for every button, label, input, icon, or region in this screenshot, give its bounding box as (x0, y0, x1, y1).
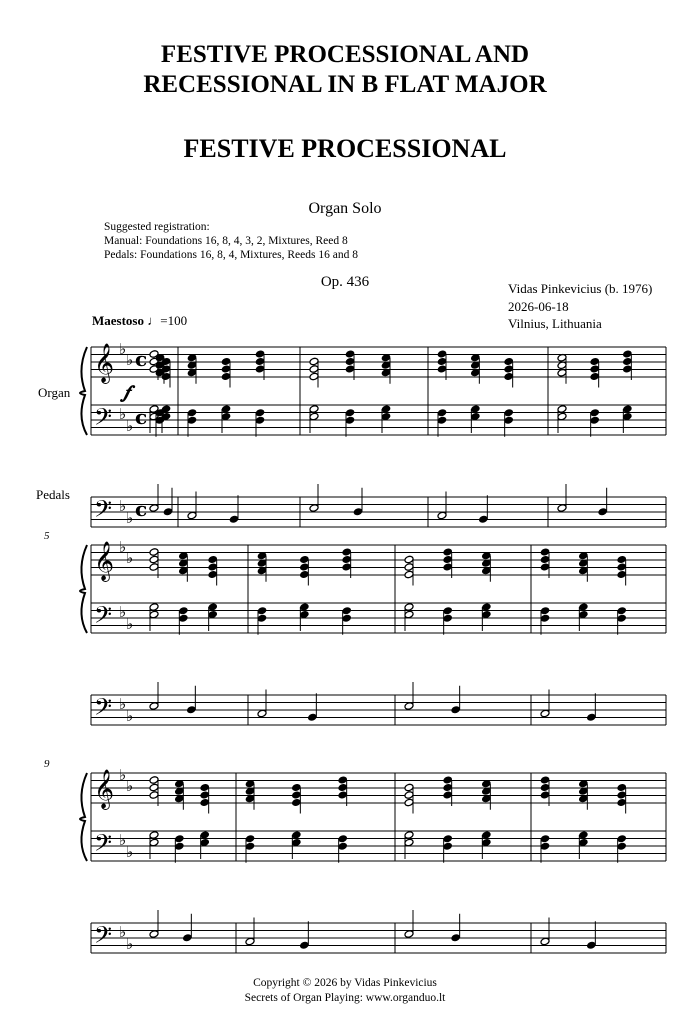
note-head (338, 834, 348, 843)
half-note-head (309, 412, 319, 421)
flat-icon: ♭ (126, 707, 134, 725)
half-note-head (149, 791, 159, 800)
half-note-head (309, 372, 319, 381)
bass-clef-icon: 𝄢 (94, 921, 113, 954)
note-head (221, 405, 231, 414)
half-note-head (149, 504, 159, 513)
note-head (617, 791, 627, 800)
system-number-9: 9 (44, 758, 50, 770)
note-head (255, 408, 265, 417)
note-head (617, 555, 627, 564)
system-number-5: 5 (44, 530, 50, 542)
bass-clef-icon: 𝄢 (94, 601, 113, 634)
half-note-head (149, 776, 159, 785)
registration-heading: Suggested registration: (104, 221, 210, 233)
brace (80, 347, 87, 435)
half-note-head (149, 555, 159, 564)
note-head (443, 606, 453, 615)
half-note-head (404, 702, 414, 711)
note-head (307, 713, 317, 722)
note-head (451, 705, 461, 714)
note-head (187, 408, 197, 417)
note-head (291, 831, 301, 840)
half-note-head (257, 709, 267, 718)
note-head (437, 416, 447, 425)
note-head (481, 831, 491, 840)
note-head (342, 555, 352, 564)
composer-name: Vidas Pinkevicius (b. 1976) (508, 281, 653, 296)
bass-clef-icon: 𝄢 (94, 693, 113, 726)
note-head (299, 570, 309, 579)
pedals-label: Pedals (36, 487, 70, 502)
note-head (622, 350, 632, 359)
half-note-head (149, 930, 159, 939)
note-head (437, 350, 447, 359)
half-note-head (557, 504, 567, 513)
half-note-head (540, 709, 550, 718)
note-head (299, 603, 309, 612)
note-head (617, 606, 627, 615)
note-head (478, 515, 488, 524)
note-head (345, 416, 355, 425)
composition-place: Vilnius, Lithuania (508, 316, 602, 331)
note-head (255, 350, 265, 359)
note-head (200, 798, 210, 807)
registration-manual: Manual: Foundations 16, 8, 4, 3, 2, Mixtures, Reed 8 (104, 235, 348, 247)
note-head (470, 412, 480, 421)
note-head (617, 783, 627, 792)
composition-date: 2026-06-18 (508, 299, 569, 314)
flat-icon: ♭ (119, 831, 127, 849)
note-head (353, 507, 363, 516)
registration-pedals: Pedals: Foundations 16, 8, 4, Mixtures, Reeds 16 and 8 (104, 249, 358, 261)
flat-icon: ♭ (119, 497, 127, 515)
note-head (437, 365, 447, 374)
note-head (504, 416, 514, 425)
note-head (257, 614, 267, 623)
note-head (291, 791, 301, 800)
half-note-head (245, 937, 255, 946)
note-head (338, 842, 348, 851)
note-head (338, 791, 348, 800)
note-head (178, 606, 188, 615)
common-time-icon: c (135, 347, 148, 371)
note-head (540, 563, 550, 572)
note-head (174, 834, 184, 843)
note-head (345, 350, 355, 359)
note-head (345, 408, 355, 417)
note-head (504, 365, 514, 374)
note-head (200, 791, 210, 800)
half-note-head (404, 563, 414, 572)
note-head (255, 365, 265, 374)
note-head (617, 798, 627, 807)
note-head (504, 357, 514, 366)
note-head (443, 791, 453, 800)
note-head (590, 416, 600, 425)
treble-clef-icon: 𝄞 (94, 343, 115, 383)
note-head (291, 838, 301, 847)
half-note-head (149, 831, 159, 840)
flat-icon: ♭ (126, 417, 134, 435)
note-head (182, 933, 192, 942)
note-head (586, 941, 596, 950)
half-note-head (437, 511, 447, 520)
note-head (221, 412, 231, 421)
note-head (617, 570, 627, 579)
note-head (381, 405, 391, 414)
flat-icon: ♭ (126, 843, 134, 861)
note-head (578, 603, 588, 612)
brace (80, 773, 87, 861)
half-note-head (404, 783, 414, 792)
note-head (342, 606, 352, 615)
website-notice: Secrets of Organ Playing: www.organduo.lt (244, 992, 446, 1004)
title-line-2: RECESSIONAL IN B FLAT MAJOR (143, 71, 547, 98)
note-head (540, 555, 550, 564)
half-note-head (149, 603, 159, 612)
note-head (470, 405, 480, 414)
note-head (200, 831, 210, 840)
note-head (443, 776, 453, 785)
half-note-head (557, 412, 567, 421)
half-note-head (404, 838, 414, 847)
movement-title: FESTIVE PROCESSIONAL (183, 134, 507, 163)
note-head (342, 548, 352, 557)
note-head (540, 834, 550, 843)
note-head (586, 713, 596, 722)
flat-icon: ♭ (119, 695, 127, 713)
note-head (617, 842, 627, 851)
flat-icon: ♭ (126, 509, 134, 527)
note-head (622, 365, 632, 374)
note-head (578, 831, 588, 840)
note-head (208, 610, 218, 619)
opus-number: Op. 436 (320, 274, 370, 290)
note-head (504, 408, 514, 417)
half-note-head (187, 511, 197, 520)
half-note-head (404, 610, 414, 619)
treble-clef-icon: 𝄞 (94, 769, 115, 809)
note-head (598, 507, 608, 516)
note-head (540, 842, 550, 851)
note-head (208, 563, 218, 572)
half-note-head (557, 405, 567, 414)
note-head (443, 614, 453, 623)
note-head (540, 606, 550, 615)
note-head (451, 933, 461, 942)
note-head (381, 412, 391, 421)
note-head (443, 783, 453, 792)
note-head (221, 365, 231, 374)
note-head (299, 555, 309, 564)
flat-icon: ♭ (119, 340, 127, 358)
note-head (338, 783, 348, 792)
note-head (578, 838, 588, 847)
half-note-head (540, 937, 550, 946)
note-head (590, 357, 600, 366)
copyright-notice: Copyright © 2026 by Vidas Pinkevicius (253, 977, 437, 989)
note-head (481, 603, 491, 612)
note-head (345, 357, 355, 366)
half-note-head (149, 548, 159, 557)
organ-label: Organ (38, 385, 71, 400)
flat-icon: ♭ (126, 615, 134, 633)
quarter-note-icon: ♩ (147, 313, 161, 328)
title-line-1: FESTIVE PROCESSIONAL AND (160, 41, 530, 68)
note-head (617, 563, 627, 572)
note-head (174, 842, 184, 851)
note-head (345, 365, 355, 374)
half-note-head (149, 563, 159, 572)
note-head (540, 614, 550, 623)
note-head (590, 372, 600, 381)
bass-clef-icon: 𝄢 (94, 403, 113, 436)
bass-clef-icon: 𝄢 (94, 495, 113, 528)
note-head (443, 842, 453, 851)
half-note-head (309, 504, 319, 513)
half-note-head (404, 791, 414, 800)
note-head (221, 372, 231, 381)
note-head (245, 834, 255, 843)
note-head (622, 405, 632, 414)
note-head (590, 365, 600, 374)
treble-clef-icon: 𝄞 (94, 541, 115, 581)
flat-icon: ♭ (119, 603, 127, 621)
note-head (299, 563, 309, 572)
flat-icon: ♭ (119, 923, 127, 941)
note-head (540, 783, 550, 792)
note-head (186, 705, 196, 714)
note-head (481, 838, 491, 847)
note-head (255, 357, 265, 366)
subtitle: Organ Solo (308, 200, 382, 217)
flat-icon: ♭ (119, 405, 127, 423)
half-note-head (404, 555, 414, 564)
note-head (342, 563, 352, 572)
note-head (163, 507, 173, 516)
note-head (200, 838, 210, 847)
half-note-head (149, 783, 159, 792)
note-head (481, 610, 491, 619)
note-head (578, 610, 588, 619)
half-note-head (404, 831, 414, 840)
half-note-head (149, 838, 159, 847)
flat-icon: ♭ (126, 351, 134, 369)
flat-icon: ♭ (126, 777, 134, 795)
flat-icon: ♭ (119, 766, 127, 784)
note-head (299, 941, 309, 950)
note-head (299, 610, 309, 619)
note-head (187, 416, 197, 425)
note-head (540, 791, 550, 800)
note-head (200, 783, 210, 792)
note-head (342, 614, 352, 623)
note-head (617, 614, 627, 623)
half-note-head (149, 610, 159, 619)
half-note-head (404, 798, 414, 807)
note-head (229, 515, 239, 524)
note-head (443, 555, 453, 564)
note-head (255, 416, 265, 425)
note-head (178, 614, 188, 623)
note-head (540, 548, 550, 557)
note-head (504, 372, 514, 381)
forte-dynamic: 𝆑 (124, 382, 130, 403)
note-head (291, 798, 301, 807)
half-note-head (149, 702, 159, 711)
bass-clef-icon: 𝄢 (94, 829, 113, 862)
flat-icon: ♭ (126, 549, 134, 567)
note-head (540, 776, 550, 785)
half-note-head (309, 357, 319, 366)
note-head (208, 603, 218, 612)
half-note-head (309, 405, 319, 414)
note-head (622, 412, 632, 421)
half-note-head (404, 930, 414, 939)
note-head (622, 357, 632, 366)
note-head (437, 408, 447, 417)
note-head (443, 548, 453, 557)
tempo-word: Maestoso (92, 313, 144, 328)
common-time-icon: c (135, 405, 148, 429)
note-head (208, 555, 218, 564)
note-head (590, 408, 600, 417)
note-head (245, 842, 255, 851)
tempo-bpm: =100 (160, 313, 188, 328)
note-head (257, 606, 267, 615)
flat-icon: ♭ (119, 538, 127, 556)
note-head (617, 834, 627, 843)
half-note-head (404, 570, 414, 579)
note-head (208, 570, 218, 579)
note-head (291, 783, 301, 792)
brace (80, 545, 87, 633)
common-time-icon: c (135, 497, 148, 521)
half-note-head (404, 603, 414, 612)
note-head (437, 357, 447, 366)
note-head (443, 834, 453, 843)
note-head (443, 563, 453, 572)
half-note-head (309, 365, 319, 374)
note-head (338, 776, 348, 785)
note-head (221, 357, 231, 366)
flat-icon: ♭ (126, 935, 134, 953)
